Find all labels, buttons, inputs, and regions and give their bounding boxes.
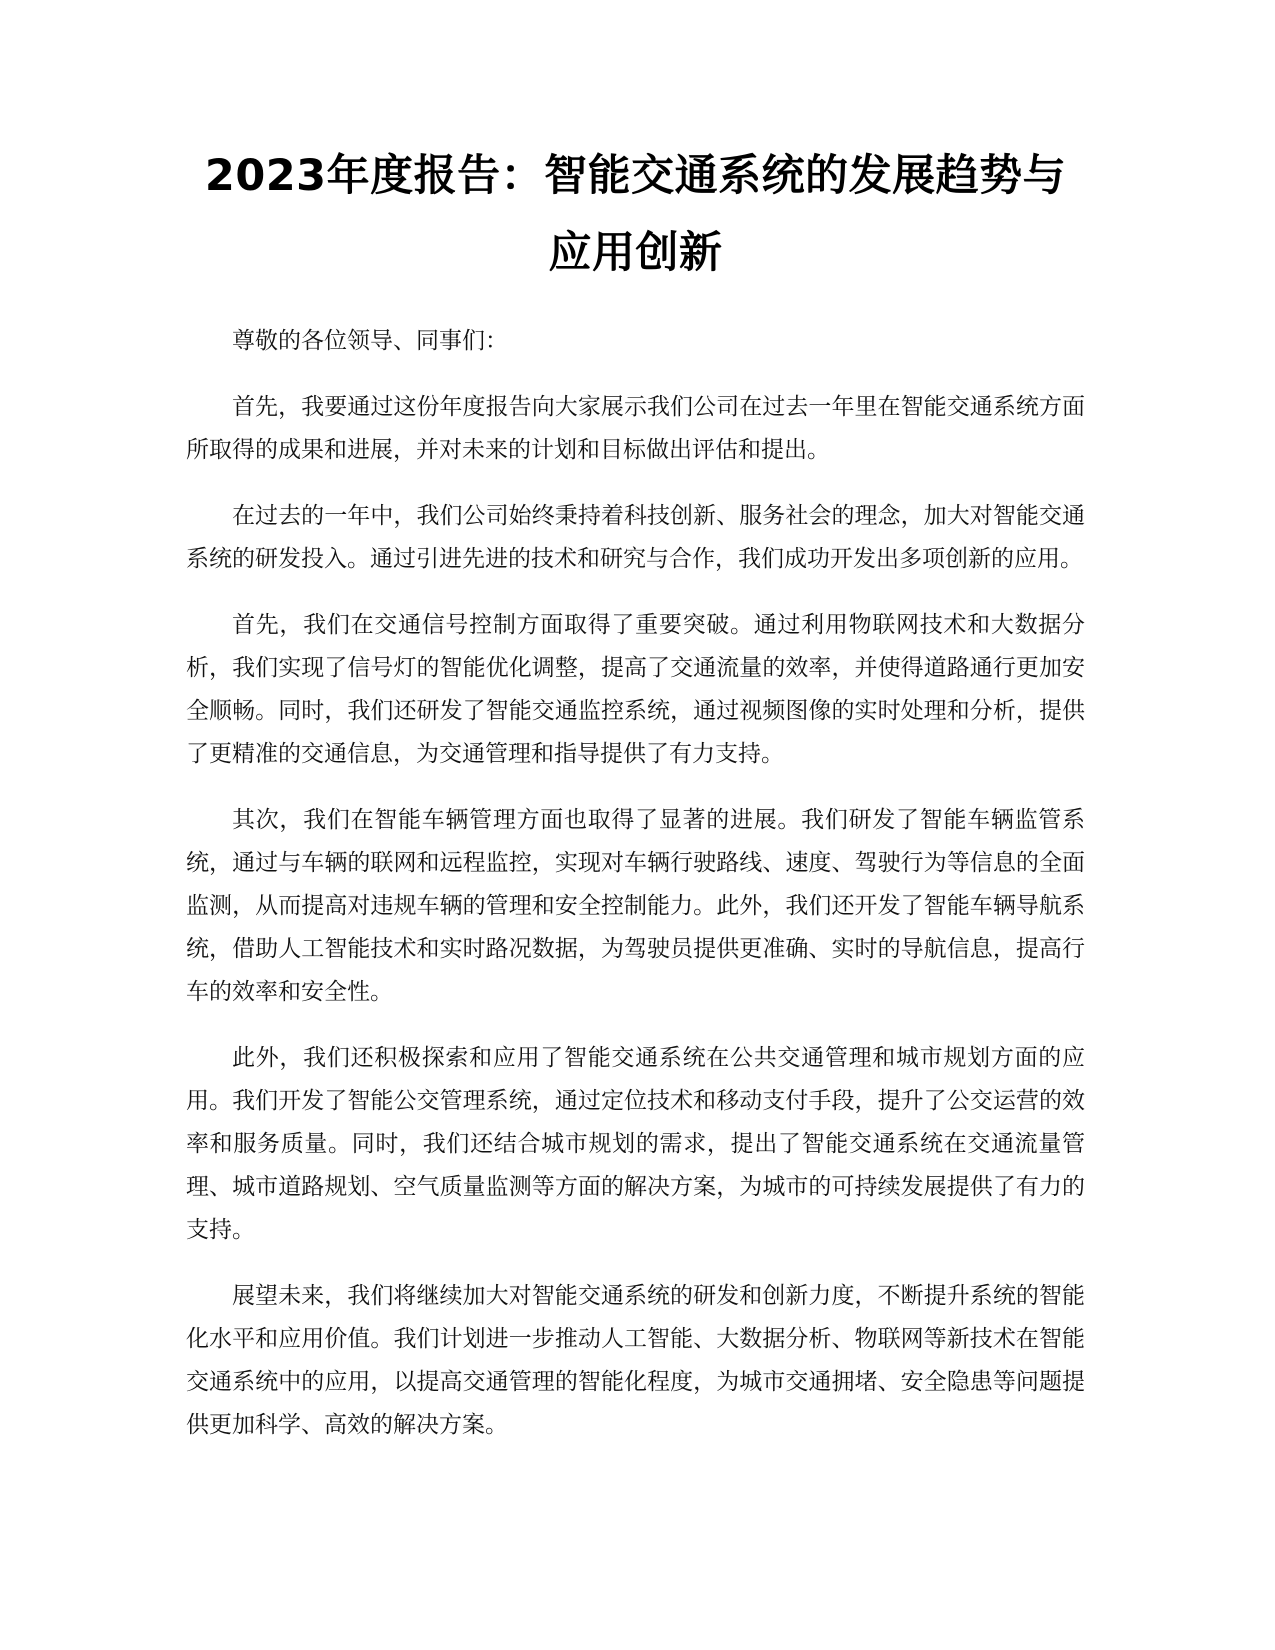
paragraph-vehicle-management: 其次，我们在智能车辆管理方面也取得了显著的进展。我们研发了智能车辆监管系统，通过与车辆的联网和远程监控，实现对车辆行驶路线、速度、驾驶行为等信息的全面监测，从而提高对违规车辆的管理和安全控制能力。此外，我们还开发了智能车辆导航系统，借助人工智能技术和实时路况数据，为驾驶员提供更准确、实时的导航信息，提高行车的效率和安全性。 — [186, 807, 1085, 1005]
paragraph-outlook: 展望未来，我们将继续加大对智能交通系统的研发和创新力度，不断提升系统的智能化水平和应用价值。我们计划进一步推动人工智能、大数据分析、物联网等新技术在智能交通系统中的应用，以提高交通管理的智能化程度，为城市交通拥堵、安全隐患等问题提供更加科学、高效的解决方案。 — [186, 1283, 1085, 1438]
paragraph-greeting: 尊敬的各位领导、同事们： — [232, 328, 508, 354]
document-body — [186, 320, 1085, 1447]
paragraph-public-transport: 此外，我们还积极探索和应用了智能交通系统在公共交通管理和城市规划方面的应用。我们开发了智能公交管理系统，通过定位技术和移动支付手段，提升了公交运营的效率和服务质量。同时，我们还结合城市规划的需求，提出了智能交通系统在交通流量管理、城市道路规划、空气质量监测等方面的解决方案，为城市的可持续发展提供了有力的支持。 — [186, 1045, 1085, 1243]
paragraph-introduction: 首先，我要通过这份年度报告向大家展示我们公司在过去一年里在智能交通系统方面所取得的成果和进展，并对未来的计划和目标做出评估和提出。 — [186, 394, 1085, 463]
document-title: 2023年度报告：智能交通系统的发展趋势与应用创新 — [204, 151, 1067, 278]
paragraph-past-year: 在过去的一年中，我们公司始终秉持着科技创新、服务社会的理念，加大对智能交通系统的研发投入。通过引进先进的技术和研究与合作，我们成功开发出多项创新的应用。 — [186, 503, 1085, 572]
paragraph-signal-control: 首先，我们在交通信号控制方面取得了重要突破。通过利用物联网技术和大数据分析，我们实现了信号灯的智能优化调整，提高了交通流量的效率，并使得道路通行更加安全顺畅。同时，我们还研发了智能交通监控系统，通过视频图像的实时处理和分析，提供了更精准的交通信息，为交通管理和指导提供了有力支持。 — [186, 612, 1085, 767]
